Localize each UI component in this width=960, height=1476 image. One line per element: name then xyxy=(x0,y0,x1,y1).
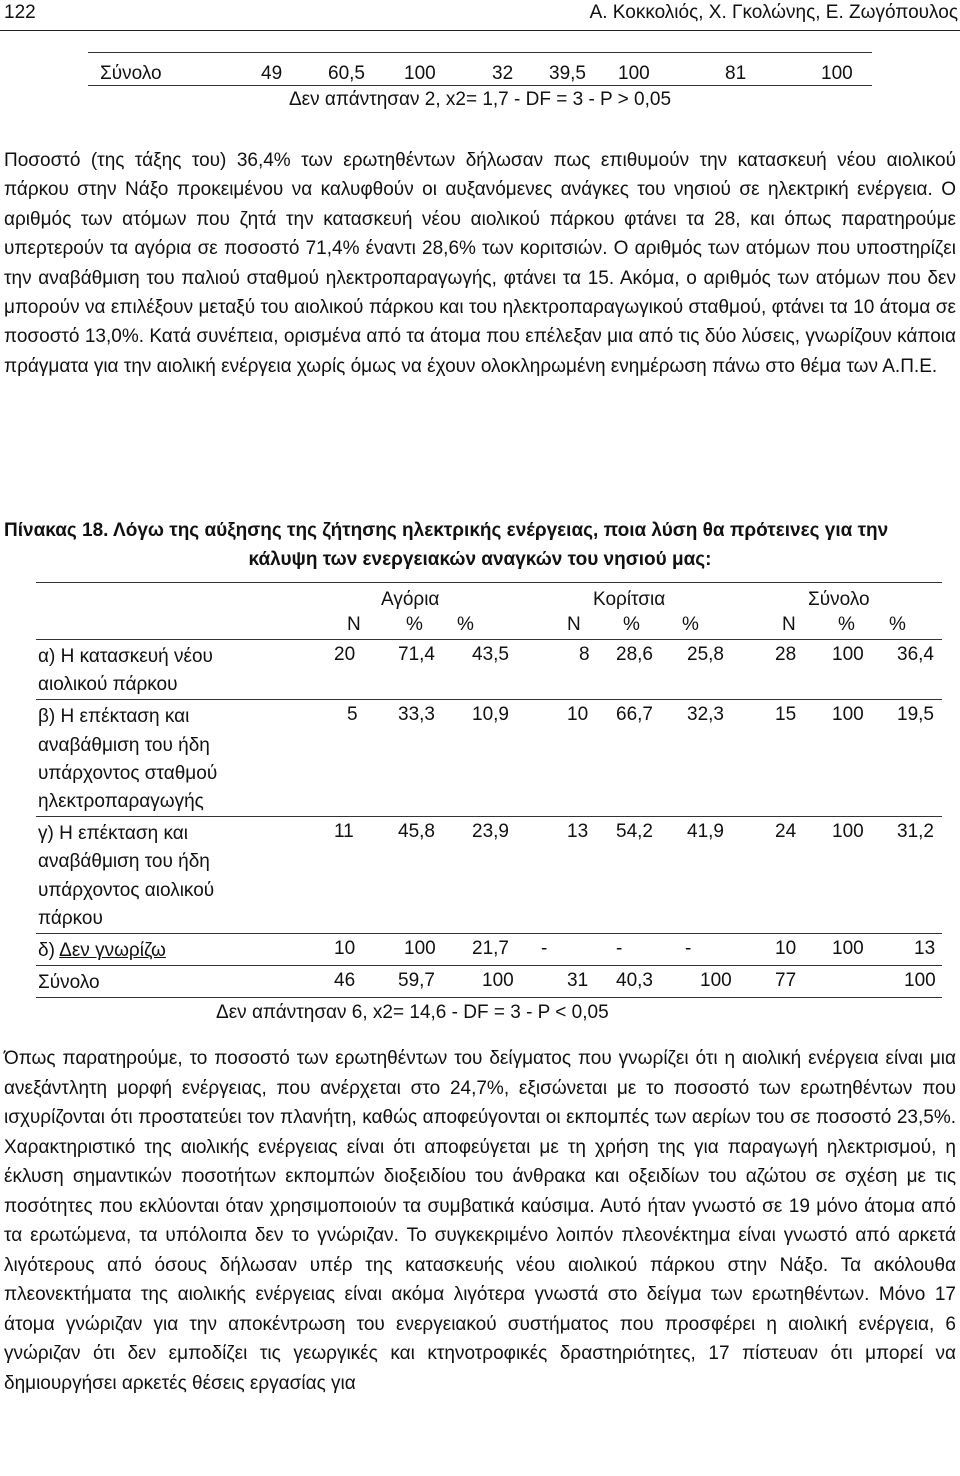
body-paragraph: Ποσοστό (της τάξης του) 36,4% των ερωτηθέντων δήλωσαν πως επιθυμούν την κατασκευή νέου αιολικού πάρκου στην Νάξο προκειμένου να καλυφθούν οι αυξανόμενες ανάγκες του νησιού σε ηλεκτρική ενέργεια. Ο αριθμός των ατόμων που ζητά την κατασκευή νέου αιολικού πάρκου φτάνει τα 28, και όπως παρατηρούμε υπερτερούν τα αγόρια σε ποσοστό 71,4% έναντι 28,6% των κοριτσιών. Ο αριθμός των ατόμων που υποστηρίζει την αναβάθμιση του παλιού σταθμού ηλεκτροπαραγωγής, φτάνει τα 15. Ακόμα, ο αριθμός των ατόμων που δεν μπορούν να επιλέξουν μεταξύ του αιολικού πάρκου και του ηλεκτροπαραγωγικού σταθμού, φτάνει τα 10 άτομα σε ποσοστό 13,0%. Κατά συνέπεια, ορισμένα από τα άτομα που επέλεξαν μια από τις δύο λύσεις, γνωρίζουν κάποια πράγματα για την αιολική ενέργεια χωρίς όμως να έχουν ολοκληρωμένη ενημέρωση πάνω στο θέμα των Α.Π.Ε. xyxy=(4,150,956,377)
page-header xyxy=(0,0,960,44)
table-cell: 54,2 xyxy=(616,821,653,843)
table-cell: 5 xyxy=(347,704,358,726)
column-group-header: Κορίτσια xyxy=(593,589,666,610)
table-caption xyxy=(4,516,956,574)
page-number: 122 xyxy=(4,2,36,23)
table-cell: 13 xyxy=(914,938,936,960)
column-header: % xyxy=(838,614,855,635)
table-cell: 66,7 xyxy=(616,704,653,726)
table-cell: 28,6 xyxy=(616,644,653,665)
table-note: Δεν απάντησαν 2, x2= 1,7 - DF = 3 - P > 0,05 xyxy=(288,89,672,110)
table-note-text: Δεν απάντησαν 6, x2= 14,6 - DF = 3 - P < 0,05 xyxy=(216,1002,609,1024)
table-cell: 25,8 xyxy=(687,644,724,665)
body-paragraph: Όπως παρατηρούμε, το ποσοστό των ερωτηθέντων του δείγματος που γνωρίζει ότι η αιολική ενέργεια είναι μια ανεξάντλητη μορφή ενέργειας, που ανέρχεται στο 24,7%, εξισώνεται με το ποσοστό των ερωτηθέντων που ισχυρίζονται ότι προστατεύει τον πλανήτη, καθώς αποφεύγονται οι εκπομπές των αερίων του σε ποσοστό 23,5%. Χαρακτηριστικό της αιολικής ενέργειας είναι ότι αποφεύγεται με τη χρήση της για παραγωγή ηλεκτρισμού, η έκλυση σημαντικών ποσοτήτων εκπομπών διοξειδίου του άνθρακα και οξειδίων του αζώτου σε σχέση με τις ποσότητες που εκλύονται όταν χρησιμοποιούν τα συμβατικά καύσιμα. Αυτό ήταν γνωστό σε 19 μόνο άτομα από τα ερωτώμενα, τα υπόλοιπα δεν το γνώριζαν. Το συγκεκριμένο λοιπόν πλεονέκτημα είναι γνωστό από αρκετά λιγότερους από όσους δήλωσαν υπέρ της κατασκευής νέου αιολικού πάρκου στην Νάξο. Τα ακόλουθα πλεονεκτήματα της αιολικής ενέργειας είναι ακόμα λιγότερα γνωστά στο δείγμα των ερωτηθέντων. Μόνο 17 άτομα γνώριζαν για την αποκέντρωση του ενεργειακού συστήματος που προσφέρει η αιολική ενέργεια, 6 γνώριζαν ότι δεν εμποδίζει τις γεωργικές και κτηνοτροφικές δραστηριότητες, 17 πίστευαν ότι μπορεί να δημιουργήσει αρκετές θέσεις εργασίας για xyxy=(4,1048,956,1395)
table-row xyxy=(36,639,942,699)
table-cell: 45,8 xyxy=(398,821,435,843)
table-cell: 71,4 xyxy=(398,644,435,665)
table-cell: - xyxy=(685,938,692,960)
table-17-tail xyxy=(88,52,872,111)
table-cell: 11 xyxy=(334,821,354,843)
table-cell: 100 xyxy=(821,63,853,84)
table-cell: Σύνολο xyxy=(100,63,162,84)
table-row xyxy=(36,816,942,933)
table-cell: 100 xyxy=(618,63,650,84)
table-total-row xyxy=(88,57,872,83)
table-cell: 43,5 xyxy=(472,644,509,665)
column-header: % xyxy=(406,614,423,635)
table-sub-header xyxy=(36,611,942,639)
column-header: % xyxy=(457,614,474,635)
table-cell: 77 xyxy=(775,970,797,992)
header-rule xyxy=(0,30,960,31)
table-cell: 10 xyxy=(567,704,589,726)
table-cell: 20 xyxy=(334,644,356,665)
row-label: α) Η κατασκευή νέου αιολικού πάρκου xyxy=(38,646,213,696)
table-cell: 100 xyxy=(482,970,514,992)
table-cell: 28 xyxy=(775,644,797,665)
table-cell: 41,9 xyxy=(687,821,724,843)
table-cell: 49 xyxy=(261,63,283,84)
table-cell: - xyxy=(616,938,623,960)
row-label: γ) Η επέκταση και αναβάθμιση του ήδη υπάρχοντος αιολικού πάρκου xyxy=(38,823,215,929)
column-header: % xyxy=(889,614,906,635)
table-cell: 100 xyxy=(700,970,732,992)
table-cell: 13 xyxy=(567,821,589,843)
table-group-header xyxy=(36,583,942,611)
table-cell: 31 xyxy=(567,970,589,992)
table-cell: 36,4 xyxy=(897,644,934,665)
row-label: β) Η επέκταση και αναβάθμιση του ήδη υπάρχοντος σταθμού ηλεκτροπαραγωγής xyxy=(38,706,218,813)
table-cell: 100 xyxy=(404,63,436,84)
table-cell: 60,5 xyxy=(328,63,365,84)
table-cell: 39,5 xyxy=(549,63,586,84)
table-cell: 21,7 xyxy=(472,938,509,960)
table-total-row xyxy=(36,965,942,997)
table-cell: 100 xyxy=(904,970,936,992)
table-cell: 100 xyxy=(832,938,864,960)
table-cell: 31,2 xyxy=(897,821,934,843)
table-cell: 24 xyxy=(775,821,797,843)
row-label: Σύνολο xyxy=(38,972,100,994)
table-note xyxy=(36,998,942,1028)
underlined-text: Δεν γνωρίζω xyxy=(59,940,166,962)
row-label xyxy=(36,934,268,965)
table-18 xyxy=(36,582,942,1028)
table-cell: 81 xyxy=(725,63,747,84)
table-cell: 15 xyxy=(775,704,797,726)
table-cell: 100 xyxy=(832,704,864,726)
table-cell: 40,3 xyxy=(616,970,653,992)
table-cell: 33,3 xyxy=(398,704,435,726)
table-rule xyxy=(88,52,872,53)
running-authors: Α. Κοκκολιός, Χ. Γκολώνης, Ε. Ζωγόπουλος xyxy=(589,2,958,23)
table-cell: 100 xyxy=(832,644,864,665)
table-row xyxy=(36,933,942,965)
table-cell: 19,5 xyxy=(897,704,934,726)
column-group-header: Αγόρια xyxy=(381,589,440,610)
table-cell: 100 xyxy=(404,938,436,960)
table-cell: 10,9 xyxy=(472,704,509,726)
table-row xyxy=(36,699,942,816)
column-group-header: Σύνολο xyxy=(808,589,870,610)
table-cell: 32,3 xyxy=(687,704,724,726)
column-header: % xyxy=(623,614,640,635)
column-header: N xyxy=(347,614,361,635)
caption-line: κάλυψη των ενεργειακών αναγκών του νησιού μας: xyxy=(248,549,712,570)
table-cell: 23,9 xyxy=(472,821,509,843)
table-cell: 10 xyxy=(775,938,797,960)
table-cell: - xyxy=(541,938,548,960)
table-rule xyxy=(88,85,872,86)
table-cell: 46 xyxy=(334,970,356,992)
column-header: % xyxy=(682,614,699,635)
row-label-text: δ) Δεν γνωρίζω xyxy=(38,940,166,962)
table-cell: 100 xyxy=(832,821,864,843)
table-cell: 59,7 xyxy=(398,970,435,992)
table-cell: 8 xyxy=(579,644,590,665)
table-cell: 10 xyxy=(334,938,356,960)
caption-line: Πίνακας 18. Λόγω της αύξησης της ζήτησης ηλεκτρικής ενέργειας, ποια λύση θα πρότεινες για την xyxy=(4,520,889,541)
column-header: N xyxy=(567,614,581,635)
table-cell: 32 xyxy=(492,63,514,84)
column-header: N xyxy=(782,614,796,635)
